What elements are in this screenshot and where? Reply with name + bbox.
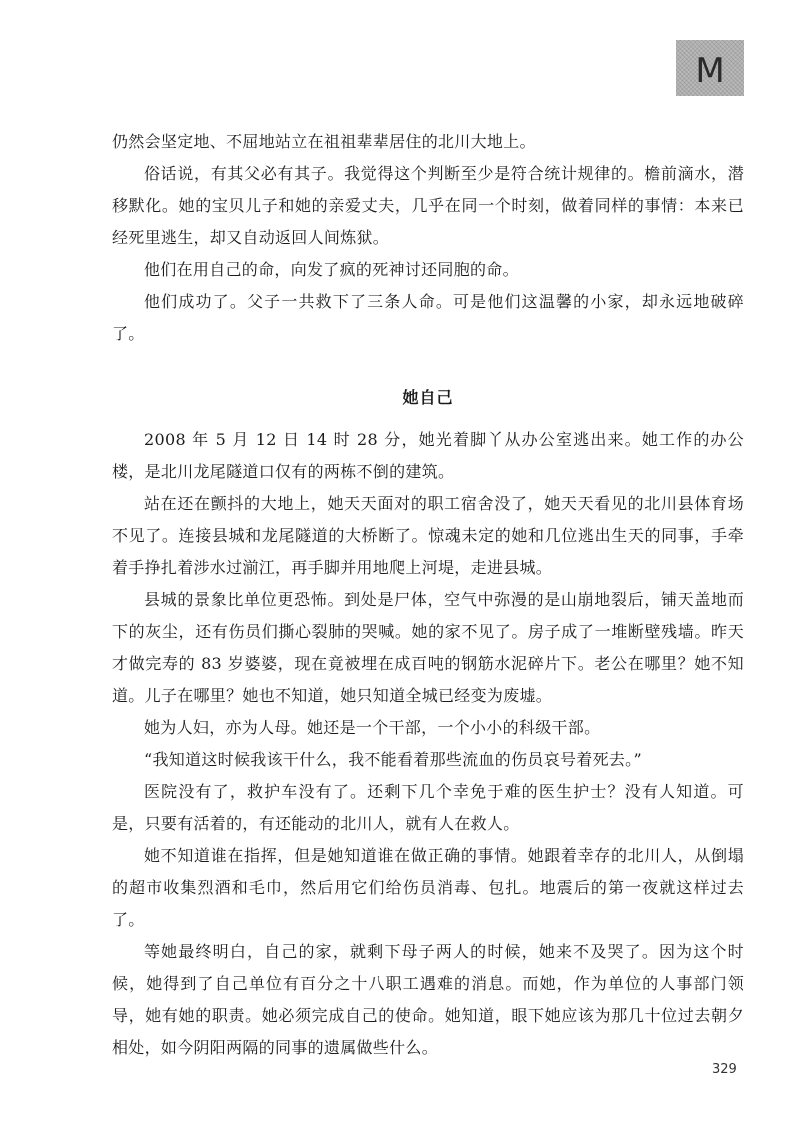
paragraph: 她为人妇，亦为人母。她还是一个干部，一个小小的科级干部。 <box>144 718 601 737</box>
top-text-block <box>112 126 744 350</box>
section-title: 她自己 <box>402 388 454 407</box>
paragraph: 俗话说，有其父必有其子。我觉得这个判断至少是符合统计规律的。檐前滴水，潜移默化。她的宝贝儿子和她的亲爱丈夫，几乎在同一个时刻，做着同样的事情：本来已经死里逃生，却又自动返回人间炼狱。 <box>112 164 744 247</box>
page-number: 329 <box>712 1062 737 1077</box>
chapter-letter: M <box>695 51 725 91</box>
paragraph-continuation: 仍然会坚定地、不屈地站立在祖祖辈辈居住的北川大地上。 <box>112 132 536 151</box>
paragraph: 2008 年 5 月 12 日 14 时 28 分，她光着脚丫从办公室逃出来。她工作的办公楼，是北川龙尾隧道口仅有的两栋不倒的建筑。 <box>112 430 744 481</box>
paragraph: 他们成功了。父子一共救下了三条人命。可是他们这温馨的小家，却永远地破碎了。 <box>112 292 744 343</box>
paragraph: 站在还在颤抖的大地上，她天天面对的职工宿舍没了，她天天看见的北川县体育场不见了。连接县城和龙尾隧道的大桥断了。惊魂未定的她和几位逃出生天的同事，手牵着手挣扎着涉水过湔江，再手脚并用地爬上河堤，走进县城。 <box>112 494 744 577</box>
paragraph: 等她最终明白，自己的家，就剩下母子两人的时候，她来不及哭了。因为这个时候，她得到了自己单位有百分之十八职工遇难的消息。而她，作为单位的人事部门领导，她有她的职责。她必须完成自己的使命。她知道，眼下她应该为那几十位过去朝夕相处，如今阴阳两隔的同事的遗属做些什么。 <box>112 942 744 1057</box>
paragraph: 她不知道谁在指挥，但是她知道谁在做正确的事情。她跟着幸存的北川人，从倒塌的超市收集烈酒和毛巾，然后用它们给伤员消毒、包扎。地震后的第一夜就这样过去了。 <box>112 846 744 929</box>
section-text-block <box>112 424 744 1064</box>
chapter-corner-tab <box>676 40 744 96</box>
quote-paragraph: “我知道这时候我该干什么，我不能看着那些流血的伤员哀号着死去。” <box>144 750 642 769</box>
paragraph: 医院没有了，救护车没有了。还剩下几个幸免于难的医生护士？没有人知道。可是，只要有活着的，有还能动的北川人，就有人在救人。 <box>112 782 744 833</box>
paragraph: 他们在用自己的命，向发了疯的死神讨还同胞的命。 <box>144 260 519 279</box>
paragraph: 县城的景象比单位更恐怖。到处是尸体，空气中弥漫的是山崩地裂后，铺天盖地而下的灰尘，还有伤员们撕心裂肺的哭喊。她的家不见了。房子成了一堆断壁残墙。昨天才做完寿的 83 岁婆婆，现在竟被埋在成百吨的钢筋水泥碎片下。老公在哪里？她不知道。儿子在哪里？她也不知道，她只知道全城已经变为废墟。 <box>112 590 744 705</box>
